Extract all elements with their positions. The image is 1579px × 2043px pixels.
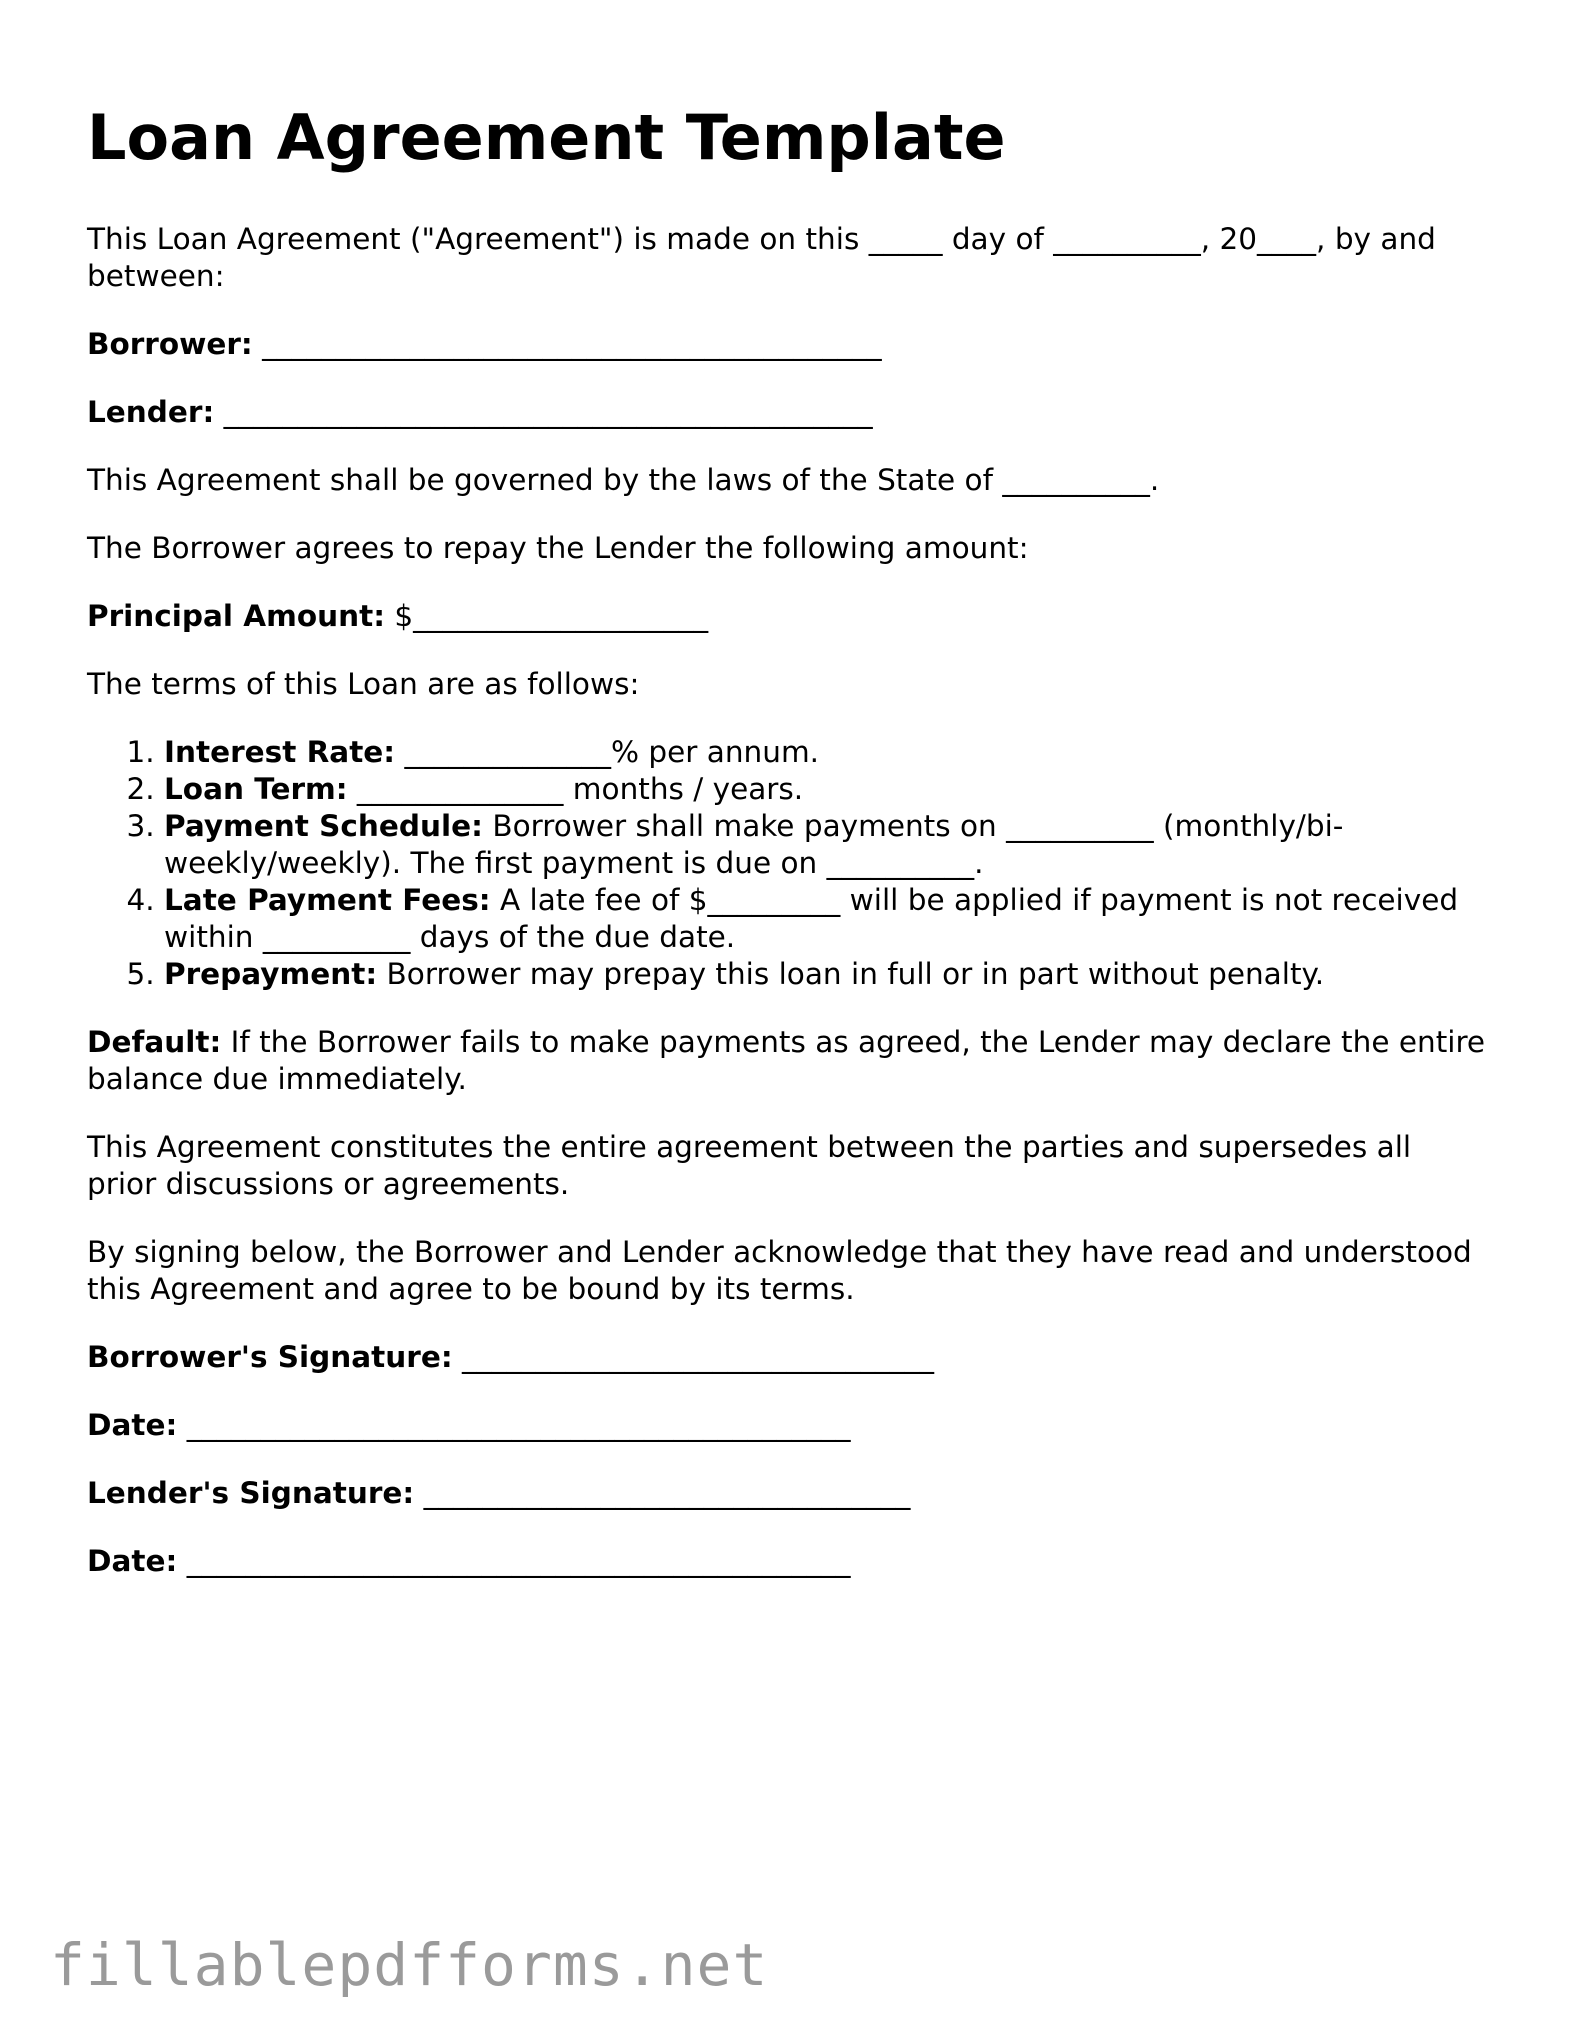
- lender-label: Lender:: [87, 395, 215, 429]
- repay-statement: The Borrower agrees to repay the Lender the following amount:: [87, 531, 1029, 565]
- term-label: Prepayment:: [164, 957, 378, 991]
- default-text: If the Borrower fails to make payments as agreed, the Lender may declare the entire balance due immediately.: [87, 1025, 1486, 1096]
- intro-paragraph: This Loan Agreement ("Agreement") is made on this _____ day of __________, 20____, by and between:: [87, 222, 1436, 293]
- borrower-signature-line: [87, 1339, 1487, 1376]
- term-text[interactable]: ______________ months / years.: [347, 772, 804, 806]
- term-text[interactable]: ______________% per annum.: [395, 735, 820, 769]
- borrower-label: Borrower:: [87, 327, 253, 361]
- principal-line: [87, 598, 1487, 635]
- term-item-prepayment: [164, 956, 1487, 993]
- principal-blank[interactable]: $____________________: [385, 599, 709, 633]
- borrower-date-blank[interactable]: _____________________________________________: [177, 1408, 851, 1442]
- default-label: Default:: [87, 1025, 222, 1059]
- term-label: Interest Rate:: [164, 735, 396, 769]
- lender-signature-label: Lender's Signature:: [87, 1476, 415, 1510]
- lender-date-blank[interactable]: _____________________________________________: [177, 1544, 851, 1578]
- document-page: [87, 100, 1487, 1611]
- page-title: Loan Agreement Template: [87, 101, 1006, 174]
- borrower-signature-label: Borrower's Signature:: [87, 1340, 453, 1374]
- borrower-line: [87, 326, 1487, 363]
- lender-signature-line: [87, 1475, 1487, 1512]
- lender-signature-blank[interactable]: _________________________________: [414, 1476, 911, 1510]
- term-text[interactable]: A late fee of $_________ will be applied if payment is not received within __________ days of the due date.: [164, 883, 1459, 954]
- term-text[interactable]: Borrower shall make payments on __________ (monthly/bi-weekly/weekly). The first payment is due on __________.: [164, 809, 1344, 880]
- terms-list: [87, 734, 1487, 993]
- borrower-signature-blank[interactable]: ________________________________: [452, 1340, 935, 1374]
- lender-date-label: Date:: [87, 1544, 178, 1578]
- borrower-date-line: [87, 1407, 1487, 1444]
- borrower-blank[interactable]: __________________________________________: [252, 327, 882, 361]
- lender-date-line: [87, 1543, 1487, 1580]
- lender-blank[interactable]: ____________________________________________: [214, 395, 873, 429]
- term-text: Borrower may prepay this loan in full or in part without penalty.: [377, 957, 1325, 991]
- term-label: Loan Term:: [164, 772, 348, 806]
- term-label: Late Payment Fees:: [164, 883, 491, 917]
- lender-line: [87, 394, 1487, 431]
- footer-watermark: fillablepdfforms.net: [50, 1931, 769, 1999]
- acknowledgement-paragraph: By signing below, the Borrower and Lender acknowledge that they have read and understood this Agreement and agree to be bound by its terms.: [87, 1235, 1472, 1306]
- governing-law-paragraph: This Agreement shall be governed by the laws of the State of __________.: [87, 463, 1160, 497]
- term-item-interest-rate: [164, 734, 1487, 771]
- term-item-payment-schedule: [164, 808, 1487, 882]
- entire-agreement-paragraph: This Agreement constitutes the entire agreement between the parties and supersedes all prior discussions or agreements.: [87, 1130, 1412, 1201]
- term-item-loan-term: [164, 771, 1487, 808]
- principal-label: Principal Amount:: [87, 599, 386, 633]
- term-item-late-payment-fees: [164, 882, 1487, 956]
- term-label: Payment Schedule:: [164, 809, 483, 843]
- terms-intro: The terms of this Loan are as follows:: [87, 667, 640, 701]
- borrower-date-label: Date:: [87, 1408, 178, 1442]
- default-clause: [87, 1024, 1487, 1098]
